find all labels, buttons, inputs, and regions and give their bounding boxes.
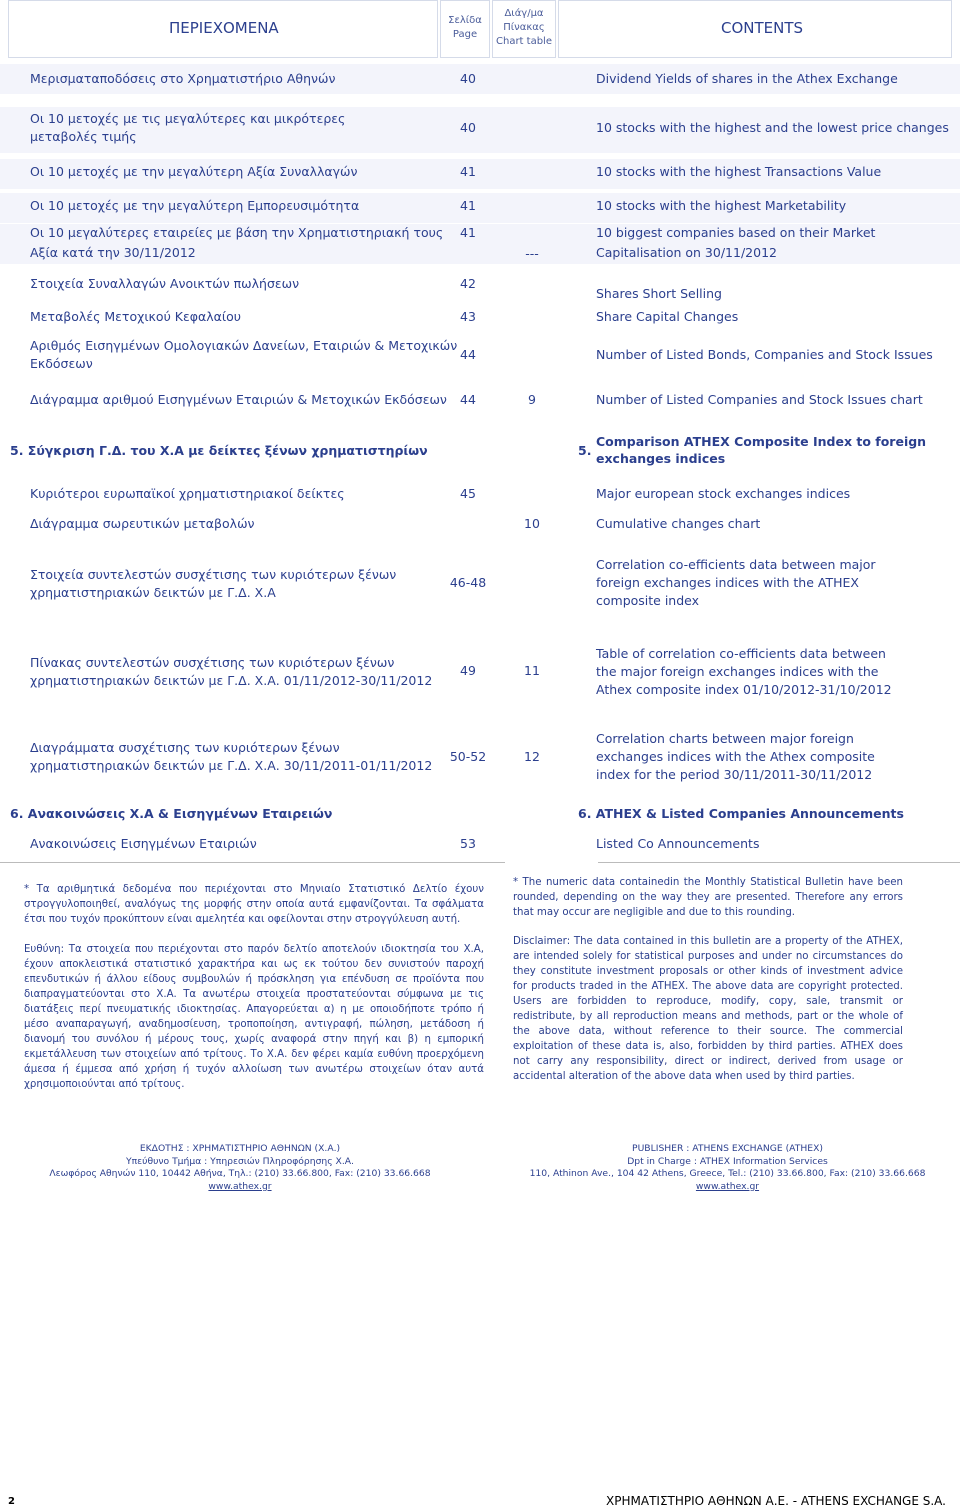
toc-row-en[interactable]: Major european stock exchanges indices: [596, 486, 851, 501]
toc-row-page[interactable]: 44: [460, 392, 476, 407]
toc-row-page[interactable]: 43: [460, 309, 476, 324]
toc-row-page[interactable]: 41: [460, 225, 476, 240]
toc-row-page[interactable]: 41: [460, 164, 476, 179]
toc-row-en[interactable]: Correlation charts between major foreign: [596, 731, 854, 746]
toc-row-en[interactable]: Correlation co-efficients data between major: [596, 557, 876, 572]
toc-row-en-line3[interactable]: Athex composite index 01/10/2012-31/10/2012: [596, 682, 892, 697]
toc-row-gr[interactable]: Αριθμός Εισηγμένων Ομολογιακών Δανείων, Εταιριών & Μετοχικών: [30, 338, 458, 353]
toc-row-gr[interactable]: Διάγραμμα σωρευτικών μεταβολών: [30, 516, 255, 531]
toc-row-en-line2[interactable]: the major foreign exchanges indices with the: [596, 664, 879, 679]
toc-row-page[interactable]: 46-48: [449, 575, 487, 590]
toc-row-page[interactable]: 40: [460, 120, 476, 135]
note-en-disclaimer: Disclaimer: The data contained in this bulletin are a property of the ATHEX, are intended solely for statistical purposes and under no circumstances do they constitute investment proposals or other kinds of investment advice for products traded in the ATHEX. The above data are copyright protected. Users are forbidden to reproduce, modify, copy, sale, transmit or redistribute, by all reproduction means and methods, part or the whole of the above data, without reference to their source. The commercial exploitation of these data is, also, forbidden by third parties. ATHEX does not carry any responsibility, direct or indirect, derived from usage or accidental alteration of the above data when used by third parties.: [513, 936, 903, 1082]
toc-row-gr[interactable]: Οι 10 μεγαλύτερες εταιρείες με βάση την Χρηματιστηριακή τους: [30, 225, 444, 240]
toc-row-page[interactable]: 44: [460, 347, 476, 362]
header-en-box: [558, 0, 952, 58]
toc-row-chart[interactable]: 12: [524, 749, 540, 764]
toc-row-gr[interactable]: Ανακοινώσεις Εισηγμένων Εταιριών: [30, 836, 257, 851]
footer-gr-line3: Λεωφόρος Αθηνών 110, 10442 Αθήνα, Τηλ.: (210) 33.66.800, Fax: (210) 33.66.668: [49, 1168, 431, 1179]
toc-row-page[interactable]: 50-52: [449, 749, 487, 764]
section-heading-en-line2: exchanges indices: [596, 451, 726, 466]
toc-row-en[interactable]: Number of Listed Bonds, Companies and Stock Issues: [596, 347, 933, 362]
toc-row-gr[interactable]: Οι 10 μετοχές με τις μεγαλύτερες και μικρότερες: [30, 111, 346, 126]
toc-row-en[interactable]: Share Capital Changes: [596, 309, 739, 324]
toc-row-en[interactable]: Shares Short Selling: [596, 286, 722, 301]
header-chart-gr: Διάγ/μα: [504, 8, 544, 19]
divider: [0, 862, 505, 863]
toc-row-gr[interactable]: Οι 10 μετοχές με την μεγαλύτερη Αξία Συναλλαγών: [30, 164, 358, 179]
header-page-box: [440, 0, 490, 58]
toc-row-page[interactable]: 45: [460, 486, 476, 501]
toc-row-gr[interactable]: Διαγράμματα συσχέτισης των κυριότερων ξένων: [30, 740, 340, 755]
section-heading-en: Comparison ATHEX Composite Index to foreign: [596, 434, 927, 449]
toc-row-en-line2[interactable]: Capitalisation on 30/11/2012: [596, 245, 777, 260]
toc-row-page[interactable]: 40: [460, 71, 476, 86]
header-gr-box: [8, 0, 438, 58]
toc-row-en[interactable]: Number of Listed Companies and Stock Issues chart: [596, 392, 923, 407]
footer-gr-line1: ΕΚΔΟΤΗΣ : ΧΡΗΜΑΤΙΣΤΗΡΙΟ ΑΘΗΝΩΝ (Χ.Α.): [139, 1143, 341, 1154]
toc-row-gr-line2[interactable]: μεταβολές τιμής: [30, 129, 137, 144]
footer-en-line3: 110, Athinon Ave., 104 42 Athens, Greece, Tel.: (210) 33.66.800, Fax: (210) 33.66.668: [529, 1168, 926, 1179]
toc-row-en[interactable]: 10 stocks with the highest Marketability: [596, 198, 847, 213]
toc-row-gr[interactable]: Πίνακας συντελεστών συσχέτισης των κυριότερων ξένων: [30, 655, 395, 670]
toc-row-en[interactable]: Cumulative changes chart: [596, 516, 761, 531]
section-heading-gr: 5. Σύγκριση Γ.Δ. του Χ.Α με δείκτες ξένων χρηματιστηρίων: [10, 443, 428, 458]
toc-row-gr-line2[interactable]: χρηματιστηριακών δεικτών με Γ.Δ. Χ.Α. 30/11/2011-01/11/2012: [30, 758, 433, 773]
header-page-en: Page: [452, 29, 478, 40]
toc-row-gr[interactable]: Οι 10 μετοχές με την μεγαλύτερη Εμπορευσιμότητα: [30, 198, 360, 213]
footer-gr-publisher: [20, 1143, 460, 1193]
toc-row-gr[interactable]: Μερισματαποδόσεις στο Χρηματιστήριο Αθηνών: [30, 71, 336, 86]
toc-row-chart[interactable]: ---: [525, 246, 539, 261]
toc-row-en[interactable]: Dividend Yields of shares in the Athex Exchange: [596, 71, 898, 86]
page-number: 2: [8, 1496, 15, 1507]
toc-row-gr-line2[interactable]: χρηματιστηριακών δεικτών με Γ.Δ. Χ.Α: [30, 585, 276, 600]
footer-en-website-link[interactable]: www.athex.gr: [695, 1180, 760, 1192]
toc-row-en-line2[interactable]: exchanges indices with the Athex composite: [596, 749, 875, 764]
toc-row-chart[interactable]: 10: [524, 516, 540, 531]
footer-gr-line2: Υπεύθυνο Τμήμα : Υπηρεσιών Πληροφόρησης Χ.Α.: [126, 1155, 354, 1167]
toc-row-page[interactable]: 42: [460, 276, 476, 291]
toc-row-chart[interactable]: 11: [524, 663, 540, 678]
toc-row-gr[interactable]: Στοιχεία συντελεστών συσχέτισης των κυριότερων ξένων: [30, 567, 397, 582]
toc-row-gr-line2[interactable]: χρηματιστηριακών δεικτών με Γ.Δ. Χ.Α. 01/11/2012-30/11/2012: [30, 673, 433, 688]
footer-publisher-name: ΧΡΗΜΑΤΙΣΤΗΡΙΟ ΑΘΗΝΩΝ Α.Ε. - ATHENS EXCHANGE S.A.: [606, 1494, 946, 1508]
footer-en-line1: PUBLISHER : ATHENS EXCHANGE (ATHEX): [632, 1143, 823, 1154]
section-number-en: 5.: [578, 443, 592, 458]
toc-row-en[interactable]: Listed Co Announcements: [596, 836, 760, 851]
header-chart-en: Chart table: [496, 36, 552, 47]
toc-row-en-line3[interactable]: index for the period 30/11/2011-30/11/2012: [596, 767, 873, 782]
toc-row-gr[interactable]: Μεταβολές Μετοχικού Κεφαλαίου: [30, 309, 241, 324]
toc-row-page[interactable]: 41: [460, 198, 476, 213]
toc-row-page[interactable]: 53: [460, 836, 476, 851]
note-en-rounding: * The numeric data containedin the Monthly Statistical Bulletin have been rounded, depending on the way they are presented. Therefore any errors that may occur are negligible and due to this rounding.: [513, 877, 903, 918]
toc-row-gr[interactable]: Κυριότεροι ευρωπαϊκοί χρηματιστηριακοί δείκτες: [30, 486, 345, 501]
footer-en-line2: Dpt in Charge : ATHEX Information Services: [627, 1155, 828, 1167]
toc-row-chart[interactable]: 9: [528, 392, 536, 407]
header-gr-title: ΠΕΡΙΕΧΟΜΕΝΑ: [169, 19, 279, 37]
footer-gr-website-link[interactable]: www.athex.gr: [208, 1180, 272, 1192]
toc-row-en-line3[interactable]: composite index: [596, 593, 700, 608]
header-chart-gr2: Πίνακας: [503, 22, 545, 33]
toc-row-gr[interactable]: Στοιχεία Συναλλαγών Ανοικτών πωλήσεων: [30, 276, 300, 291]
toc-row-en[interactable]: Table of correlation co-efficients data between: [596, 646, 886, 661]
divider: [598, 862, 960, 863]
toc-row-en[interactable]: 10 stocks with the highest and the lowest price changes: [596, 120, 949, 135]
section-heading-en: 6. ATHEX & Listed Companies Announcements: [578, 806, 904, 821]
toc-row-gr[interactable]: Διάγραμμα αριθμού Εισηγμένων Εταιριών & Μετοχικών Εκδόσεων: [30, 392, 447, 407]
section-heading-gr: 6. Ανακοινώσεις Χ.Α & Εισηγμένων Εταιρειών: [10, 806, 333, 821]
toc-row-en[interactable]: 10 stocks with the highest Transactions Value: [596, 164, 882, 179]
toc-row-en[interactable]: 10 biggest companies based on their Market: [596, 225, 876, 240]
toc-row-gr-line2[interactable]: Αξία κατά την 30/11/2012: [30, 245, 196, 260]
header-en-title: CONTENTS: [721, 19, 804, 37]
note-gr-disclaimer: Ευθύνη: Τα στοιχεία που περιέχονται στο παρόν δελτίο αποτελούν ιδιοκτησία του Χ.Α, έχουν αποκλειστικά στατιστικό χαρακτήρα και ως εκ τούτου δεν συνιστούν παροχή επενδυτικών ή άλλου είδους συμβουλών ή πρόσκληση για επένδυση σε προϊόντα που διαπραγματεύονται στο Χ.Α. Τα ανωτέρω στοιχεία προστατεύονται σύμφωνα με τις διατάξεις περί πνευματικής ιδιοκτησίας. Απαγορεύεται α) η με οποιοδήποτε τρόπο ή μέσο αναπαραγωγή, αναδημοσίευση, τροποποίηση, αντιγραφή, πώληση, μετάδοση ή διανομή του συνόλου ή μέρους τους, χωρίς αναφορά στην πηγή και β) η εμπορική εκμετάλλευση των στοιχείων από τρίτους. Το Χ.Α. δεν φέρει καμία ευθύνη προερχόμενη άμεσα ή έμμεσα από χρήση ή τυχόν αλλοίωση των ανωτέρω στοιχείων όταν αυτά χρησιμοποιούνται από τρίτους.: [24, 944, 484, 1090]
toc-row-page[interactable]: 49: [460, 663, 476, 678]
header-page-gr: Σελίδα: [448, 15, 482, 26]
footer-en-publisher: [500, 1143, 955, 1193]
toc-row-gr-line2[interactable]: Εκδόσεων: [30, 356, 93, 371]
note-gr-rounding: * Τα αριθμητικά δεδομένα που περιέχονται στο Μηνιαίο Στατιστικό Δελτίο έχουν στρογγυλοποιηθεί, αναλόγως της μορφής στην οποία αυτά εμφανίζονται. Τα σφάλματα έτσι που τυχόν προκύπτουν είναι αμελητέα και οφείλονται στην στρογγύλευση αυτή.: [24, 884, 484, 925]
header-chart-box: [492, 0, 556, 58]
toc-row-en-line2[interactable]: foreign exchanges indices with the ATHEX: [596, 575, 859, 590]
